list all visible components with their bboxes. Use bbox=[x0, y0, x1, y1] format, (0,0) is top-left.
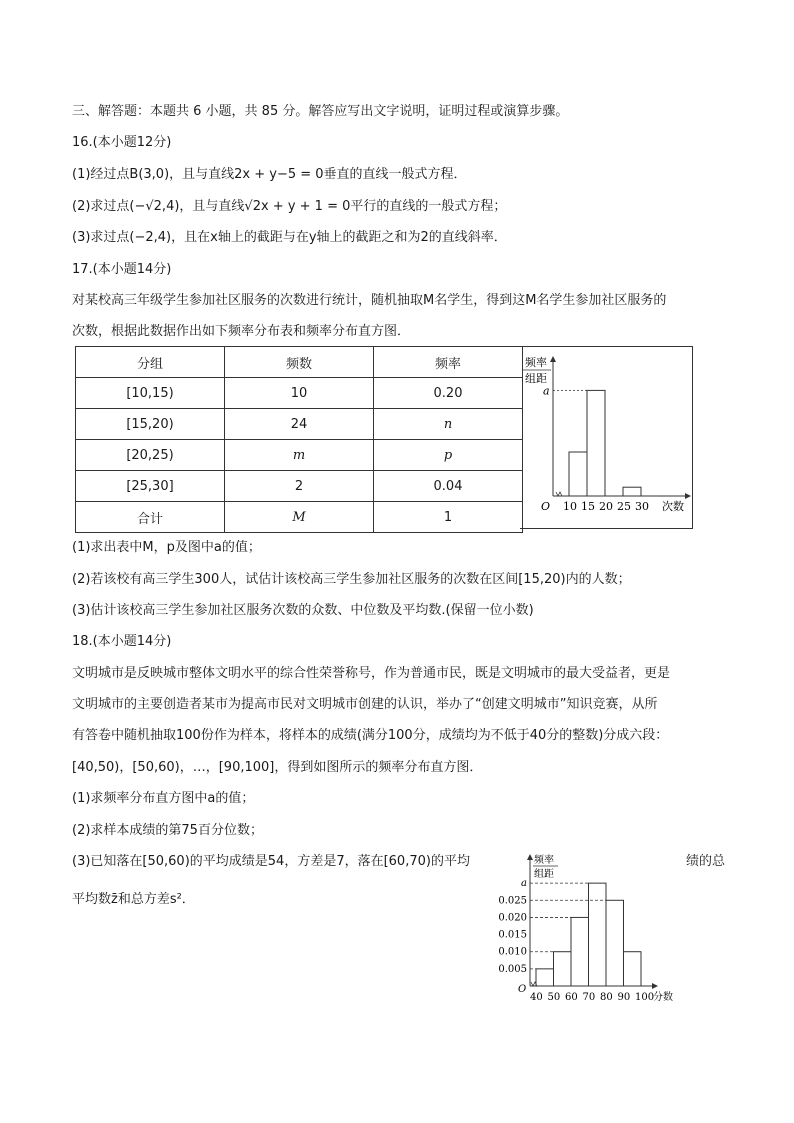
y-axis-arrow bbox=[550, 356, 556, 362]
y-label-bottom: 组距 bbox=[534, 869, 554, 880]
x-tick-label: 40 bbox=[530, 992, 543, 1003]
bar bbox=[571, 917, 589, 986]
q16-part1: (1)经过点B(3,0)，且与直线2x + y−5 = 0垂直的直线一般式方程． bbox=[72, 167, 467, 182]
x-axis-arrow bbox=[652, 983, 658, 989]
table-row bbox=[76, 378, 523, 409]
bar bbox=[624, 952, 642, 986]
x-tick-label: 10 bbox=[563, 500, 577, 513]
q18-intro-line4: [40,50)，[50,60)，…，[90,100]，得到如图所示的频率分布直方图． bbox=[72, 760, 483, 775]
x-tick-label: 60 bbox=[565, 992, 578, 1003]
table-cell: [20,25) bbox=[76, 440, 225, 471]
q18-intro-line2: 文明城市的主要创造者某市为提高市民对文明城市创建的认识，举办了“创建文明城市”知识竞赛，从所 bbox=[72, 697, 658, 712]
table-cell: [10,15) bbox=[76, 378, 225, 409]
histogram-chart-2 bbox=[480, 850, 680, 1005]
bar bbox=[623, 487, 641, 496]
q17-part2: (2)若该校有高三学生300人，试估计该校高三学生参加社区服务的次数在区间[15,20)内的人数； bbox=[72, 572, 631, 587]
q17-intro-line2: 次数，根据此数据作出如下频率分布表和频率分布直方图． bbox=[72, 324, 411, 339]
x-tick-label: 25 bbox=[617, 500, 631, 513]
y-axis-arrow bbox=[527, 854, 533, 860]
table-cell: 0.20 bbox=[374, 378, 523, 409]
bar bbox=[606, 900, 624, 986]
q18-intro-line1: 文明城市是反映城市整体文明水平的综合性荣誉称号，作为普通市民，既是文明城市的最大受益者，更是 bbox=[72, 666, 671, 681]
table-header-row bbox=[76, 347, 523, 378]
x-axis-label: 次数 bbox=[662, 500, 684, 513]
y-tick-label: 0.010 bbox=[498, 946, 527, 958]
y-label-top: 频率 bbox=[525, 356, 547, 369]
x-tick-label: 80 bbox=[600, 992, 613, 1003]
x-tick-label: 30 bbox=[635, 500, 649, 513]
y-tick-label: 0.020 bbox=[498, 912, 527, 924]
bar bbox=[554, 952, 572, 986]
q18-intro-line3: 有答卷中随机抽取100份作为样本，将样本的成绩(满分100分，成绩均为不低于40分的整数)分成六段： bbox=[72, 728, 669, 743]
q18-part2: (2)求样本成绩的第75百分位数； bbox=[72, 823, 263, 838]
table-header-cell: 频数 bbox=[225, 347, 374, 378]
y-label-bottom: 组距 bbox=[525, 372, 547, 385]
table-cell: 24 bbox=[225, 409, 374, 440]
x-tick-label: 90 bbox=[617, 992, 631, 1003]
y-label-top: 频率 bbox=[534, 855, 554, 866]
y-tick-label: a bbox=[543, 384, 550, 398]
table-cell: n bbox=[374, 409, 523, 440]
x-tick-label: 15 bbox=[581, 500, 595, 513]
table-row bbox=[76, 471, 523, 502]
bar bbox=[589, 883, 607, 986]
table-cell: 合计 bbox=[76, 502, 225, 533]
origin-label: O bbox=[541, 500, 551, 513]
x-axis-arrow bbox=[685, 493, 691, 499]
y-tick-label: a bbox=[521, 878, 527, 890]
bar bbox=[587, 390, 605, 496]
q17-title: 17.(本小题14分) bbox=[72, 262, 172, 277]
table-cell: 2 bbox=[225, 471, 374, 502]
y-tick-label: 0.005 bbox=[498, 963, 527, 975]
x-tick-label: 100 bbox=[635, 992, 655, 1003]
q17-intro-line1: 对某校高三年级学生参加社区服务的次数进行统计，随机抽取M名学生，得到这M名学生参加社区服务的 bbox=[72, 293, 667, 308]
table-header-cell: 分组 bbox=[76, 347, 225, 378]
table-cell: [15,20) bbox=[76, 409, 225, 440]
q17-part1: (1)求出表中M，p及图中a的值； bbox=[72, 540, 261, 555]
table-cell: m bbox=[225, 440, 374, 471]
bar bbox=[536, 969, 554, 986]
q16-title: 16.(本小题12分) bbox=[72, 135, 172, 150]
q16-part2: (2)求过点(−√2,4)，且与直线√2x + y + 1 = 0平行的直线的一般式方程； bbox=[72, 199, 507, 214]
axis-break-mark bbox=[556, 492, 562, 496]
q18-part3-tail: 绩的总 bbox=[686, 854, 726, 869]
table-row bbox=[76, 440, 523, 471]
q18-part3-end: 平均数z̄和总方差s²． bbox=[72, 892, 195, 907]
table-cell: 1 bbox=[374, 502, 523, 533]
x-axis-label: 分数 bbox=[653, 992, 673, 1003]
table-cell: p bbox=[374, 440, 523, 471]
x-tick-label: 50 bbox=[547, 992, 561, 1003]
q17-part3: (3)估计该校高三学生参加社区服务次数的众数、中位数及平均数.(保留一位小数) bbox=[72, 603, 534, 618]
q16-part3: (3)求过点(−2,4)，且在x轴上的截距与在y轴上的截距之和为2的直线斜率． bbox=[72, 230, 507, 245]
q18-part1: (1)求频率分布直方图中a的值； bbox=[72, 791, 255, 806]
table-cell: M bbox=[225, 502, 374, 533]
table-header-cell: 频率 bbox=[374, 347, 523, 378]
histogram-chart-1 bbox=[520, 346, 693, 529]
x-tick-label: 70 bbox=[582, 992, 596, 1003]
frequency-table bbox=[75, 346, 523, 533]
x-tick-label: 20 bbox=[599, 500, 613, 513]
q18-title: 18.(本小题14分) bbox=[72, 634, 172, 649]
q18-part3-start: (3)已知落在[50,60)的平均成绩是54，方差是7，落在[60,70)的平均 bbox=[72, 854, 470, 869]
table-cell: [25,30] bbox=[76, 471, 225, 502]
table-cell: 10 bbox=[225, 378, 374, 409]
y-tick-label: 0.025 bbox=[498, 895, 527, 907]
bar bbox=[569, 452, 587, 496]
section-header: 三、解答题：本题共 6 小题，共 85 分。解答应写出文字说明，证明过程或演算步骤。 bbox=[72, 104, 569, 119]
y-tick-label: 0.015 bbox=[498, 929, 527, 941]
table-row bbox=[76, 409, 523, 440]
table-row bbox=[76, 502, 523, 533]
origin-label: O bbox=[518, 984, 527, 995]
table-cell: 0.04 bbox=[374, 471, 523, 502]
